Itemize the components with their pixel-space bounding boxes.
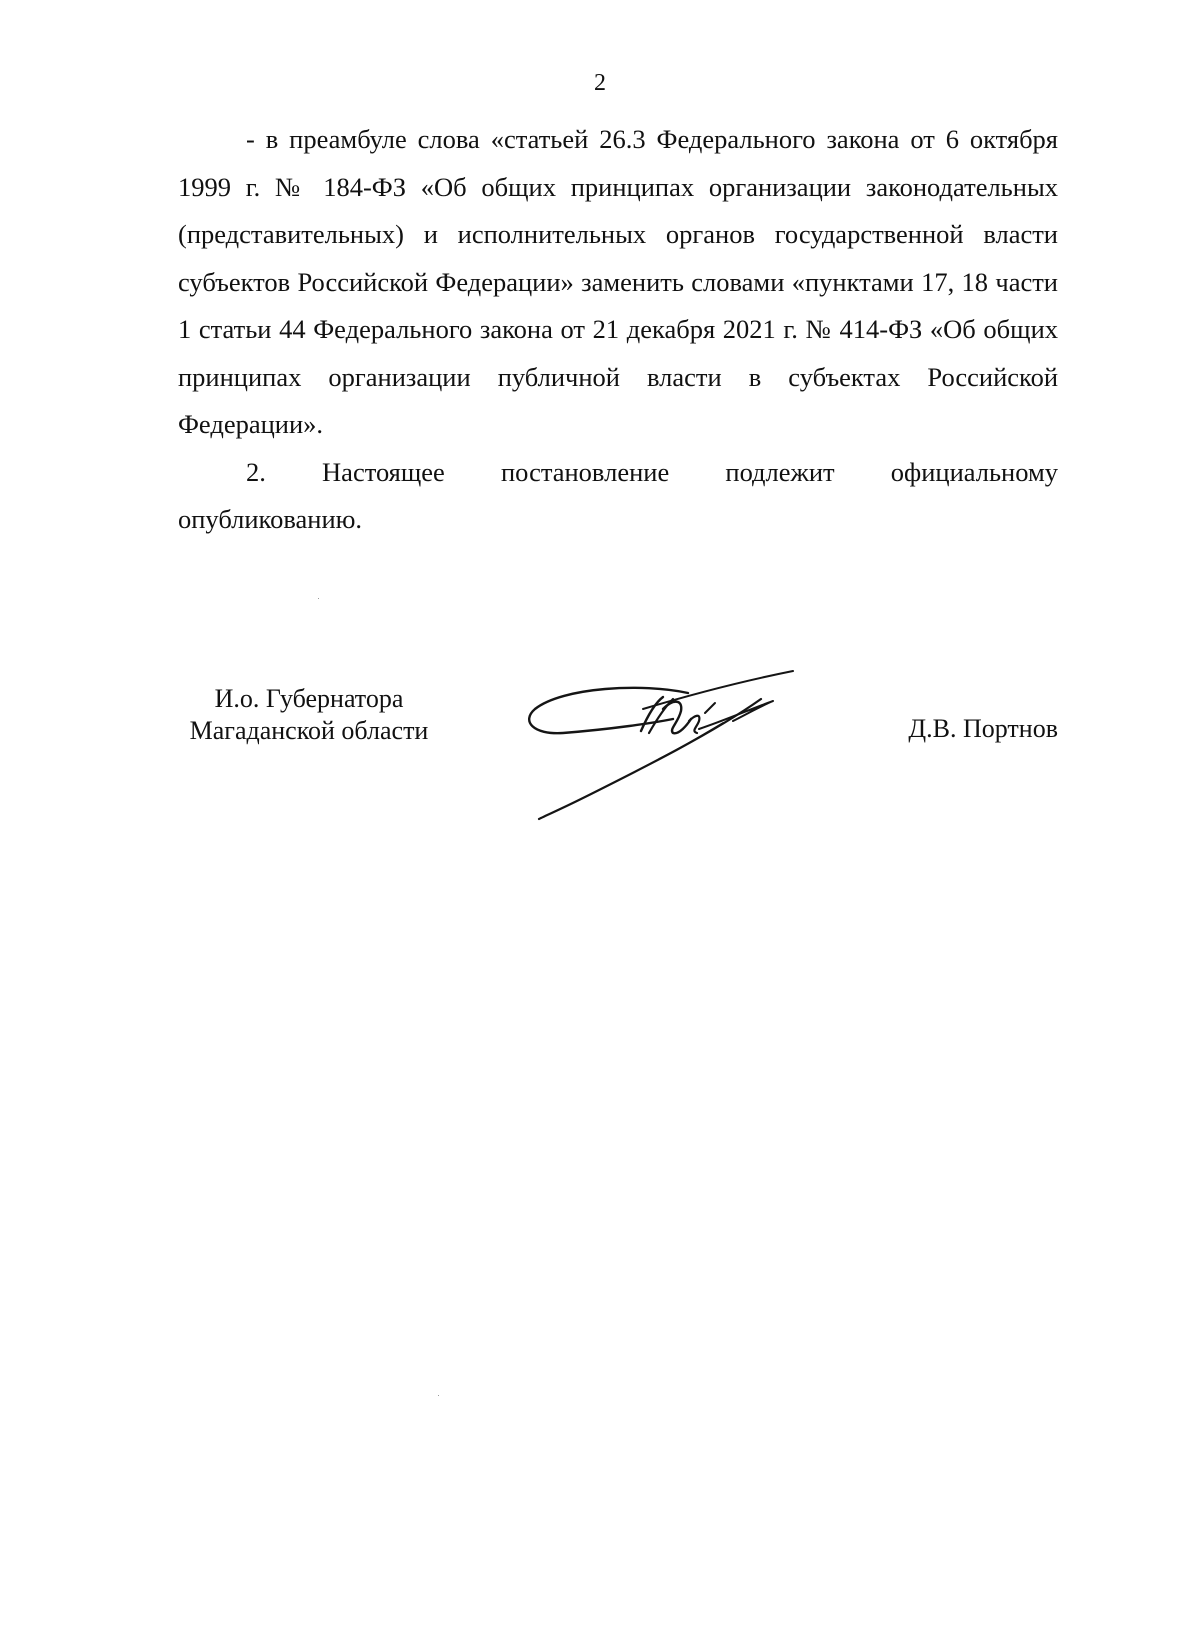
signer-title-line-1: И.о. Губернатора: [214, 684, 404, 713]
paragraph-word: официальному: [890, 456, 1058, 487]
amendment-paragraph: - в преамбуле слова «статьей 26.3 Федерального закона от 6 октября 1999 г. № 184-ФЗ «Об общих принципах организации законодательных (представительных) и исполнительных органов государственной власти субъектов Российской Федерации» заменить словами «пунктами 17, 18 части 1 статьи 44 Федерального закона от 21 декабря 2021 г. № 414-ФЗ «Об общих принципах организации публичной власти в субъектах Российской Федерации».: [178, 124, 1058, 439]
paragraph-word: подлежит: [725, 456, 835, 487]
document-body: [178, 116, 1058, 544]
page-number: 2: [594, 70, 606, 96]
publication-paragraph-line-2: опубликованию.: [178, 504, 363, 534]
signer-title: [178, 683, 440, 747]
signer-title-line-2: Магаданской области: [189, 716, 429, 745]
publication-paragraph: [178, 449, 1058, 544]
signature-block: [178, 683, 1058, 863]
publication-paragraph-line-1: [178, 449, 1058, 497]
paragraph-word: постановление: [500, 456, 670, 487]
paragraph-word: Настоящее: [322, 456, 445, 487]
paragraph-number: 2.: [246, 456, 266, 487]
scan-speck: [438, 1395, 439, 1396]
handwritten-signature-icon: [523, 663, 813, 833]
scan-speck: [318, 598, 319, 599]
signer-name: Д.В. Портнов: [908, 714, 1058, 743]
